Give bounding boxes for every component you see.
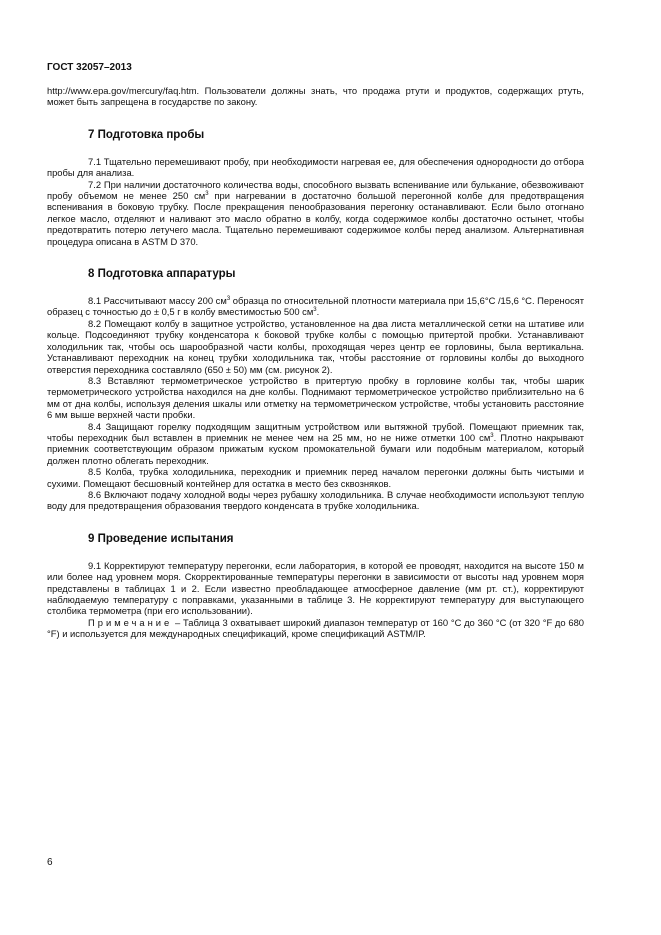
note-label: Примечание (88, 616, 173, 628)
page-number: 6 (47, 857, 53, 868)
intro-paragraph: http://www.epa.gov/mercury/faq.htm. Пользователи должны знать, что продажа ртути и продуктов, содержащих ртуть, может быть запрещена в государстве по закону. (47, 85, 584, 108)
superscript-cube: 3 (490, 432, 494, 439)
paragraph-8-4-part-b: . Плотно накрывают приемник соответствующим образом прижатым куском промокательной бумаги или подобным материалом, который должен плотно облегать переходник. (47, 431, 584, 466)
paragraph-7-2 (47, 179, 584, 247)
paragraph-7-1: 7.1 Тщательно перемешивают пробу, при необходимости нагревая ее, для обеспечения однородности до отбора пробы для анализа. (47, 155, 584, 179)
paragraph-9-1: 9.1 Корректируют температуру перегонки, если лаборатория, в которой ее проводят, находится на высоте 150 м или более над уровнем моря. Скорректированные температуры перегонки в зависимости от высоты над уровнем моря представлены в таблицах 1 и 2. Если известно преобладающее атмосферное давление (мм рт. ст.), корректируют наблюдаемую температуру с поправками, указанными в таблице 3. Не корректируют температуру для выступающего столбика термометра (при его использовании). (47, 559, 584, 617)
document-body (47, 85, 584, 640)
superscript-cube: 3 (205, 191, 209, 198)
paragraph-7-2-part-a: 7.2 При наличии достаточного количества воды, способного вызвать вспенивание или булькание, обезвоживают пробу объемом не менее 250 см (47, 178, 584, 202)
section-9-heading: 9 Проведение испытания (88, 532, 234, 545)
paragraph-8-4-part-a: 8.4 Защищают горелку подходящим защитным устройством или вытяжной трубой. Помещают приемник так, чтобы переходник был вставлен в приемник не менее чем на 25 мм, но не ниже отметки 100 см (47, 420, 584, 443)
section-7-heading: 7 Подготовка пробы (88, 128, 205, 141)
paragraph-8-4 (47, 421, 584, 467)
document-standard-header: ГОСТ 32057–2013 (47, 62, 132, 73)
note-text: – Таблица 3 охватывает широкий диапазон температур от 160 °C до 360 °C (от 320 °F до 680 °F) и используется для международных спецификаций, кроме спецификаций ASTM/IP. (47, 616, 584, 640)
section-8-heading: 8 Подготовка аппаратуры (88, 268, 236, 281)
note-paragraph (47, 617, 584, 640)
paragraph-8-1-part-a: 8.1 Рассчитывают массу 200 см (88, 295, 227, 307)
paragraph-8-5: 8.5 Колба, трубка холодильника, переходник и приемник перед началом перегонки должны быть чистыми и сухими. Помещают бесшовный контейнер для остатка в место без сквозняков. (47, 466, 584, 489)
paragraph-8-2: 8.2 Помещают колбу в защитное устройство, установленное на два листа металлической сетки на штативе или кольце. Подсоединяют трубку конденсатора к боковой трубке колбы с помощью притертой пробки. Устанавливают холодильник так, чтобы ось шарообразной части колбы, проходящая через центр ее горловины, была вертикальна. Устанавливают переходник на конец трубки холодильника так, чтобы расстояние от горловины колбы до выходного отверстия переходника составляло (650 ± 50) мм (см. рисунок 2). (47, 317, 584, 375)
paragraph-8-1 (47, 295, 584, 318)
superscript-cube: 3 (313, 307, 317, 314)
paragraph-8-6: 8.6 Включают подачу холодной воды через рубашку холодильника. В случае необходимости используют теплую воду для предотвращения образования твердого конденсата в трубке холодильника. (47, 488, 584, 512)
paragraph-8-1-part-b: образца по относительной плотности материала при 15,6°C /15,6 °C. Переносят образец с точностью до ± 0,5 г в колбу вместимостью 500 см (47, 295, 585, 318)
paragraph-8-3: 8.3 Вставляют термометрическое устройство в притертую пробку в горловине колбы так, чтобы шарик термометрического устройства находился на дне колбы. Поднимают термометрическое устройство приблизительно на 6 мм от дна колбы, используя деления шкалы или отметку на термометрическом устройстве, чтобы установить расстояние 6 мм выше верхней части пробки. (47, 374, 584, 421)
paragraph-7-2-part-b: при нагревании в достаточно большой перегонной колбе для предотвращения вспенивания в боковую трубку. После прекращения пенообразования перегонку останавливают. Если было отогнано легкое масло, отделяют и наливают это масло обратно в колбу, когда содержимое колбы достаточно остынет, чтобы предотвратить потерю летучего масла. Тщательно перемешивают содержимое колбы перед анализом. Альтернативная процедура описана в ASTM D 370. (47, 190, 585, 247)
paragraph-8-1-part-c: . (316, 306, 320, 318)
superscript-cube: 3 (226, 296, 231, 303)
